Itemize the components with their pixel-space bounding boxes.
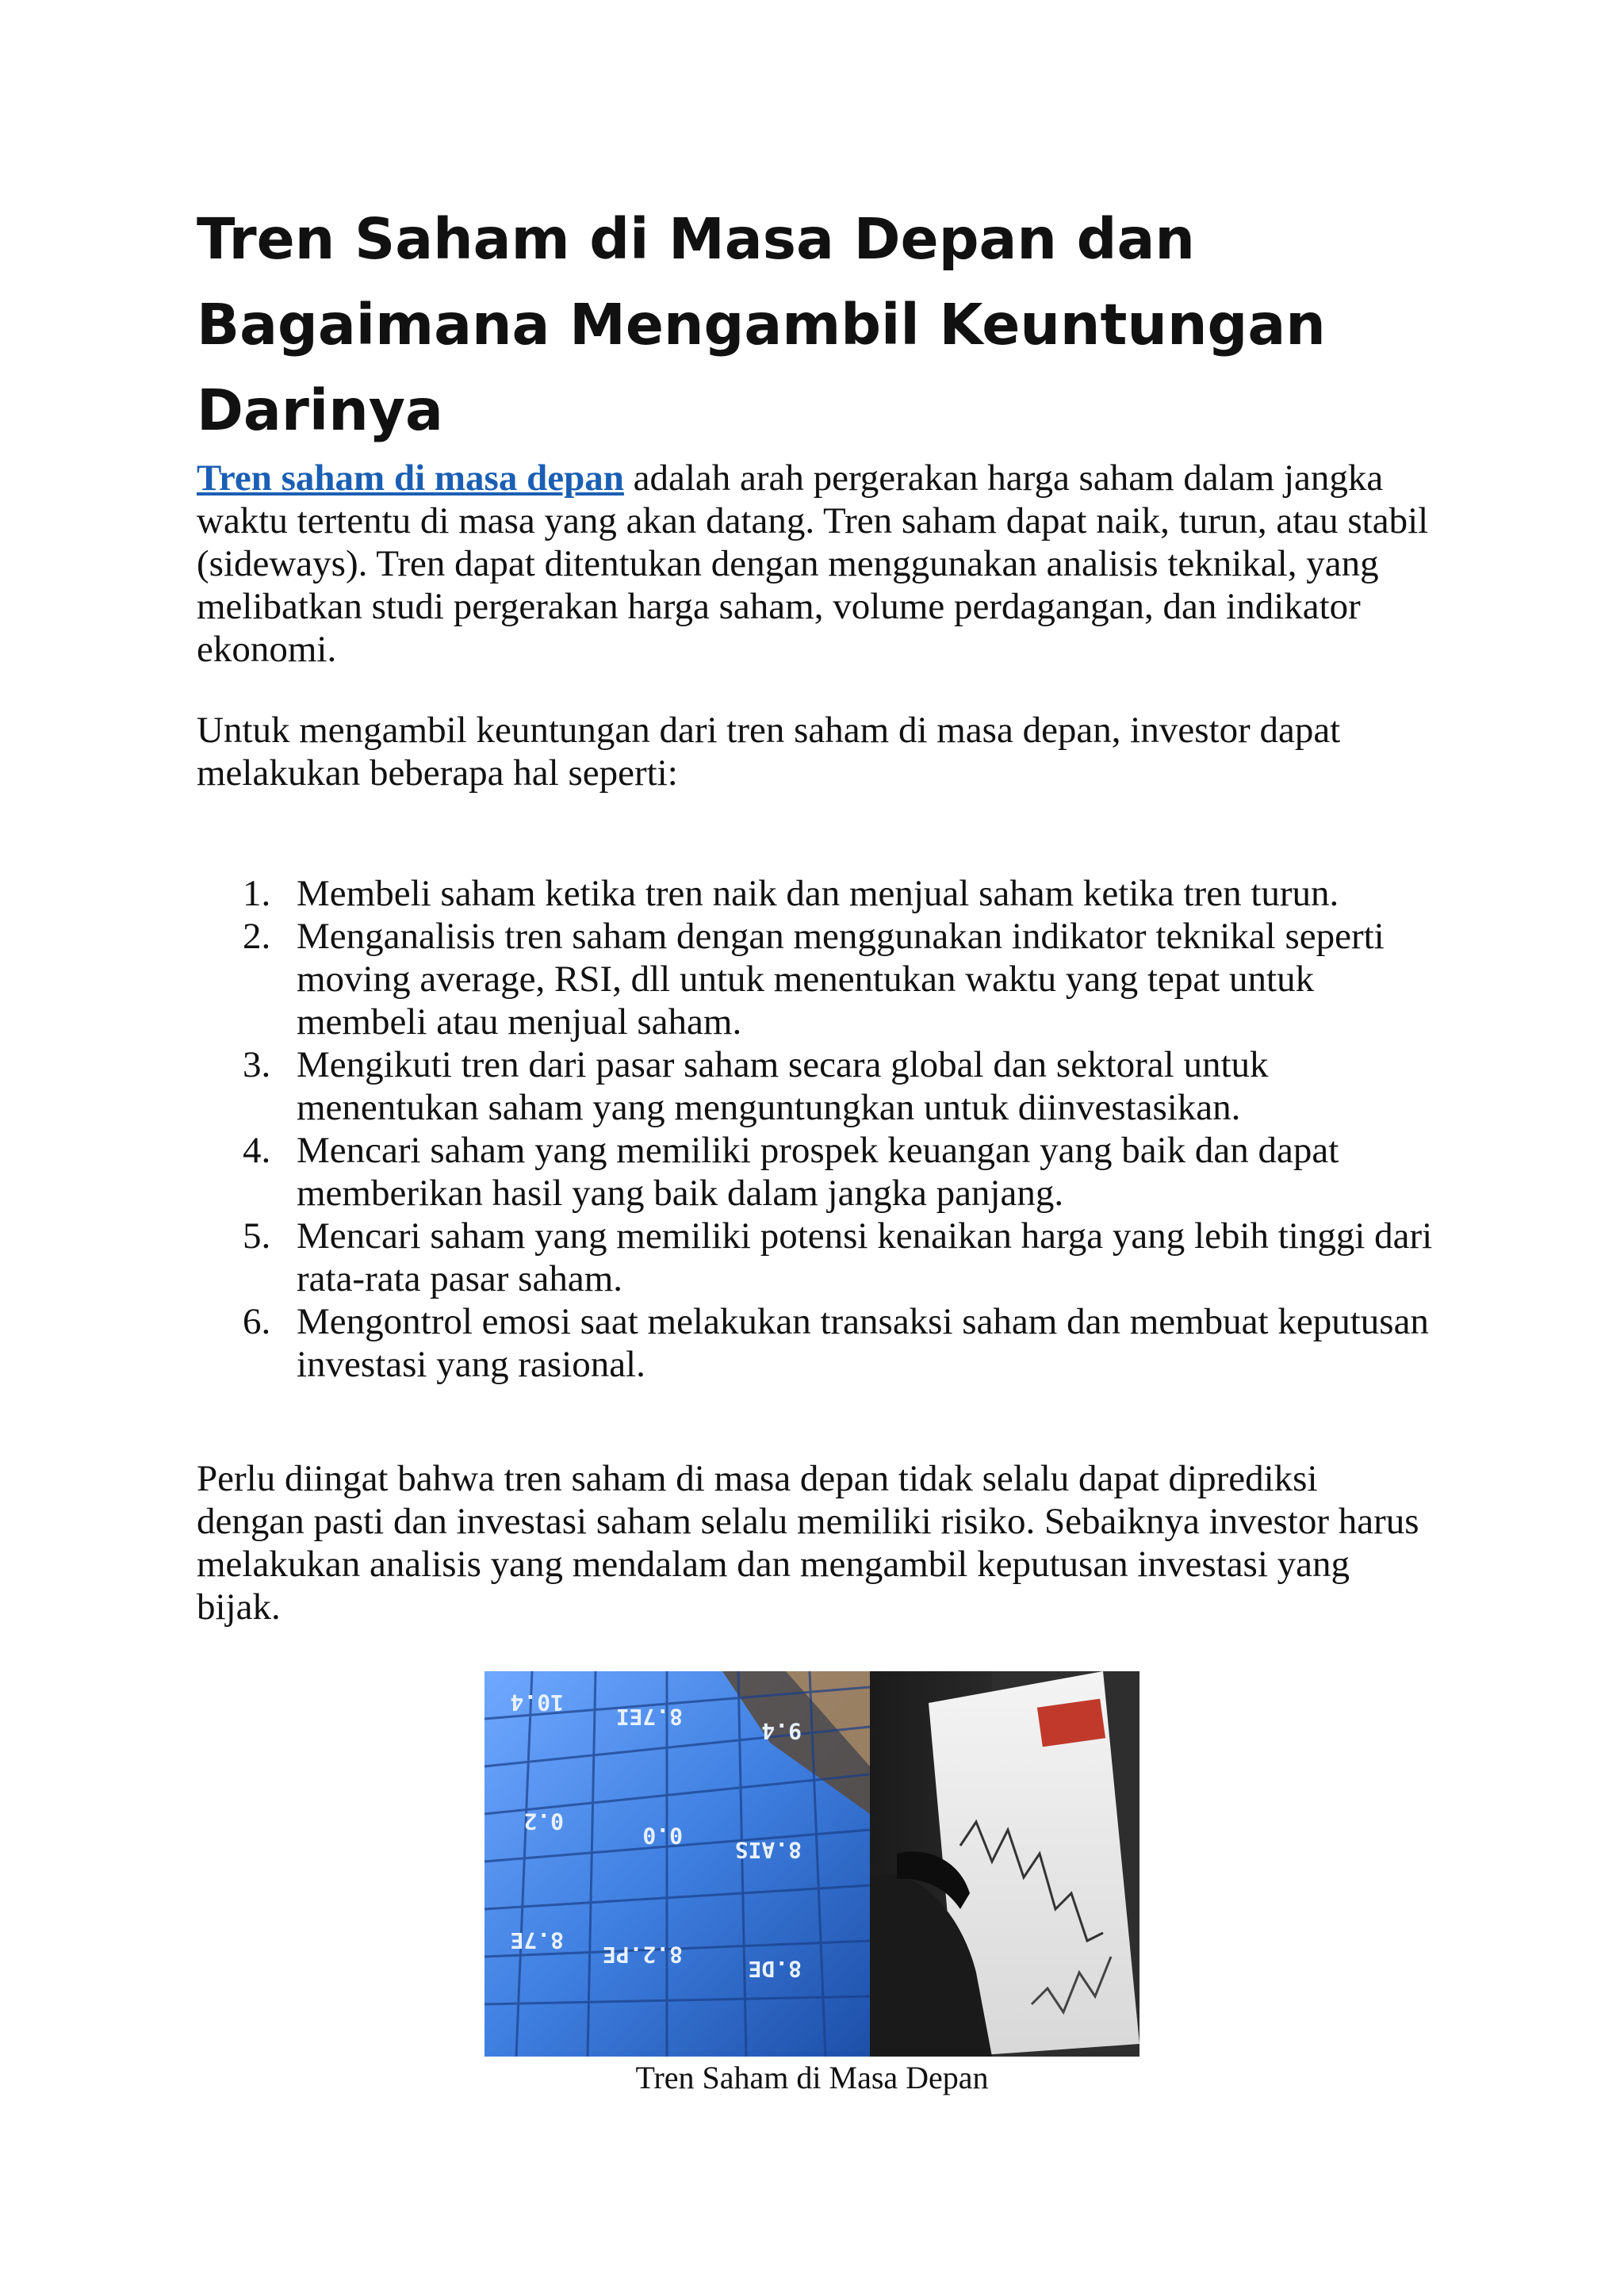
board-number: 0.0 bbox=[642, 1823, 683, 1849]
board-number: 8.7EI bbox=[615, 1704, 683, 1730]
list-item bbox=[197, 1215, 1434, 1300]
list-item-text: Membeli saham ketika tren naik dan menjual saham ketika tren turun. bbox=[297, 873, 1339, 914]
list-item-number: 2. bbox=[243, 916, 271, 957]
list-item-text: Mencari saham yang memiliki potensi kenaikan harga yang lebih tinggi dari rata-rata pasar saham. bbox=[297, 1215, 1433, 1299]
board-number: 0.2 bbox=[523, 1808, 564, 1835]
figure-caption: Tren Saham di Masa Depan bbox=[635, 2060, 989, 2095]
list-item-number: 6. bbox=[243, 1301, 271, 1342]
board-number: 9.4 bbox=[761, 1718, 802, 1744]
list-item-number: 5. bbox=[243, 1215, 271, 1257]
list-item bbox=[197, 915, 1434, 1043]
list-item bbox=[197, 1129, 1434, 1215]
stock-board-image bbox=[485, 1671, 870, 2057]
list-item bbox=[197, 872, 1434, 915]
list-item bbox=[197, 1300, 1434, 1386]
phone-chart-image bbox=[870, 1671, 1139, 2057]
list-item-number: 1. bbox=[243, 873, 271, 914]
list-item bbox=[197, 1043, 1434, 1129]
list-item-number: 3. bbox=[243, 1044, 271, 1085]
list-item-text: Mencari saham yang memiliki prospek keuangan yang baik dan dapat memberikan hasil yang baik dalam jangka panjang. bbox=[297, 1130, 1339, 1214]
list-item-number: 4. bbox=[243, 1130, 271, 1171]
board-number: 8.AIS bbox=[734, 1837, 802, 1863]
list-item-text: Mengikuti tren dari pasar saham secara global dan sektoral untuk menentukan saham yang menguntungkan untuk diinvestasikan. bbox=[297, 1044, 1269, 1128]
list-item-text: Mengontrol emosi saat melakukan transaksi saham dan membuat keputusan investasi yang rasional. bbox=[297, 1301, 1429, 1385]
list-item-text: Menganalisis tren saham dengan menggunakan indikator teknikal seperti moving average, RSI, dll untuk menentukan waktu yang tepat untuk membeli atau menjual saham. bbox=[297, 916, 1385, 1043]
board-number: 8.DE bbox=[748, 1956, 802, 1982]
intro-link[interactable]: Tren saham di masa depan bbox=[197, 457, 624, 499]
board-number: 8.7E bbox=[510, 1927, 564, 1954]
steps-list bbox=[197, 872, 1434, 1386]
intro-text: adalah arah pergerakan harga saham dalam jangka waktu tertentu di masa yang akan datang. Tren saham dapat naik, turun, atau stabil (sideways). Tren dapat ditentukan dengan menggunakan analisis teknikal, yang melibatkan studi pergerakan harga saham, volume perdagangan, dan indikator ekonomi. bbox=[197, 457, 1429, 670]
lead-in-paragraph: Untuk mengambil keuntungan dari tren saham di masa depan, investor dapat melakukan beberapa hal seperti: bbox=[197, 710, 1341, 794]
document-title: Tren Saham di Masa Depan dan Bagaimana Mengambil Keuntungan Darinya bbox=[197, 206, 1326, 443]
closing-paragraph: Perlu diingat bahwa tren saham di masa depan tidak selalu dapat diprediksi dengan pasti dan investasi saham selalu memiliki risiko. Sebaiknya investor harus melakukan analisis yang mendalam dan mengambil keputusan investasi yang bijak. bbox=[197, 1458, 1419, 1628]
board-number: 8.2.PE bbox=[602, 1942, 683, 1968]
stock-market-photo bbox=[485, 1671, 1139, 2057]
intro-paragraph bbox=[197, 457, 1434, 671]
board-number: 10.4 bbox=[510, 1689, 564, 1716]
